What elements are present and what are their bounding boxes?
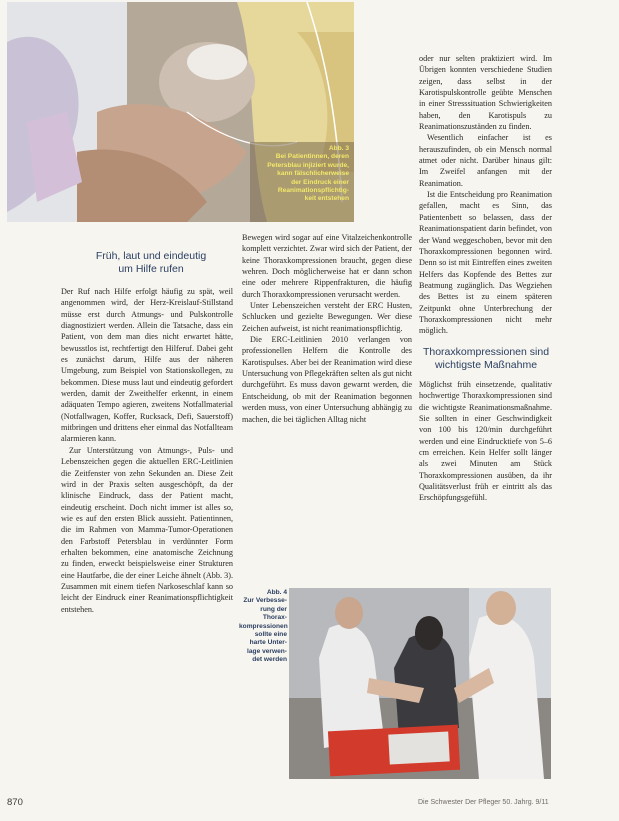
heading-line: um Hilfe rufen [118,263,184,275]
body-column-2 [242,232,412,425]
paragraph: Unter Lebenszeichen versteht der ERC Husten, Schlucken und gezielte Bewegungen. Wer diese Zeichen aufweist, ist nicht reanimationspflichtig. [242,301,412,333]
figure-4-caption [239,589,287,665]
caption-line: harte Unter- [249,639,287,647]
paragraph: Die ERC-Leitlinien 2010 verlangen von professionellen Helfern die Kontrolle des Karotispulses. Aber bei der Reanimation wird diese Untersuchung von Pflegekräften selten als gut nicht durchgeführt. Es muss davon gewarnt werden, die Entscheidung, ob mit der Reanimation begonnen werden muss, von einer Untersuchung abhängig zu machen, die bei täglichen Alltag nicht [242,335,412,424]
cpr-training-illustration [289,588,551,779]
body-column-1 [61,286,233,615]
caption-line: lage verwen- [247,647,287,655]
caption-line: Abb. 3 [328,145,349,152]
paragraph: oder nur selten praktiziert wird. Im Übrigen konnten verschiedene Studien zeigen, dass selbst in der Karotispulskontrolle geübte Menschen in einer Stresssituation Schwierigkeiten haben, den Karotispuls zu Reanimationszuständen zu finden. [419,54,552,132]
heading-line: Früh, laut und eindeutig [95,250,207,262]
page-number: 870 [7,797,23,808]
caption-line: kompressionen [239,622,288,630]
caption-line: Thorax- [262,614,287,622]
caption-line: keit entstehen [304,195,349,203]
caption-line: Petersblau injiziert wurde, [267,161,349,169]
heading-line: Thoraxkompressionen sind [422,346,550,358]
paragraph: Wesentlich einfacher ist es herauszufinden, ob ein Mensch normal atmet oder nicht. Darüber hinaus gilt: Im Zweifel anfangen mit der Reanimation. [419,133,552,188]
caption-line: der Eindruck einer [291,178,349,186]
caption-line: sollte eine [254,631,287,639]
paragraph: Möglichst früh einsetzende, qualitativ hochwertige Thoraxkompressionen sind die wichtigste Reanimationsmaßnahme. Sie sollten in einer Geschwindigkeit von 100 bis 120/min durchgeführt werden und eine Eindrucktiefe von 5–6 cm erreichen. Kein Helfer sollt länger als zwei Minuten am Stück Thoraxkompressionen ausüben, da ihr Qualitätsverlust früh er eintritt als das Erschöpfungsgefühl. [419,380,552,503]
cpr-training-photo [289,588,551,779]
caption-line: Reanimationspflichtig- [277,187,349,195]
paragraph: Zur Unterstützung von Atmungs-, Puls- und Lebenszeichen gegen die aktuellen ERC-Leitlinien die Zeitfenster von zehn Sekunden an. Diese Zeit wird in der Praxis selten ausgeschöpft, da der klinische Eindruck, dass der Patient macht, eindeutig erscheint. Doch nicht immer ist alles so, wie es auf den ersten Blick aussieht. Patientinnen, die im Rahmen von Mamma-Tumor-Operationen den Farbstoff Petersblau in verdünnter Form erhalten bekommen, eine anatomische Zeichnung zu finden, erweckt beispielsweise einer Strukturen eine Hautfarbe, die der einer Leiche ähnelt (Abb. 3). Zusammen mit einem tiefen Narkoseschlaf kann so leicht der Eindruck einer Reanimationspflichtigkeit entstehen. [61,445,233,614]
caption-line: Zur Verbesse- [243,597,287,605]
figure-3-caption [238,145,349,204]
caption-line: rung der [260,605,287,613]
section-heading-compressions [415,346,557,372]
caption-line: det werden [252,656,287,664]
caption-line: Bei Patientinnen, deren [275,153,349,161]
caption-line: kann fälschlicherweise [277,170,349,178]
paragraph: Ist die Entscheidung pro Reanimation gefallen, macht es Sinn, das Patientenbett so belassen, dass der Reanimationspatient darin befindet, von der Wand weggeschoben, bevor mit den Thoraxkompressionen begonnen wird. Denn so ist mit Eintreffen eines zweiten Helfers das Kopfende des Bettes zur Beatmung zugänglich. Das Wegziehen des Bettes ist zu einem späteren Zeitpunkt ohne Unterbrechung der Thoraxkompressionen nicht mehr möglich. [419,190,552,336]
paragraph: Der Ruf nach Hilfe erfolgt häufig zu spät, weil angenommen wird, der Herz-Kreislauf-Stillstand müsse erst durch Atmungs- und Pulskontrolle diagnostiziert werden. Allein die Tatsache, dass ein Patient, von dem man dies nicht erwartet hätte, bewusstlos ist, rechtfertigt den Hilferuf. Dabei geht es zunächst darum, Hilfe aus der näheren Umgebung, zum Beispiel von Stationskollegen, zu bekommen. Diese muss laut und eindeutig gefordert werden, damit der Zweithelfer erkennt, in einem adäquaten Tempo agieren, zweitens Notfallmaterial (Notfallwagen, Koffer, Rucksack, Defi, Sauerstoff) mitbringen und drittens eher einmal das Notfallteam alarmieren kann. [61,287,233,444]
caption-line: Abb. 4 [266,589,287,596]
body-column-3-bottom [419,379,552,504]
paragraph: Bewegen wird sogar auf eine Vitalzeichenkontrolle komplett verzichtet. Zwar wird sich der Patient, der keine Thoraxkompressionen braucht, gegen diese wehren. Doch möglicherweise hat er dann schon eine oder mehrere Rippenfrakturen, die häufig durch Thoraxkompressionen verursacht werden. [242,233,412,299]
journal-footer: Die Schwester Der Pfleger 50. Jahrg. 9/11 [418,799,549,806]
body-column-3-top [419,53,552,337]
section-heading-help-call [61,250,241,276]
heading-line: wichtigste Maßnahme [434,359,538,371]
